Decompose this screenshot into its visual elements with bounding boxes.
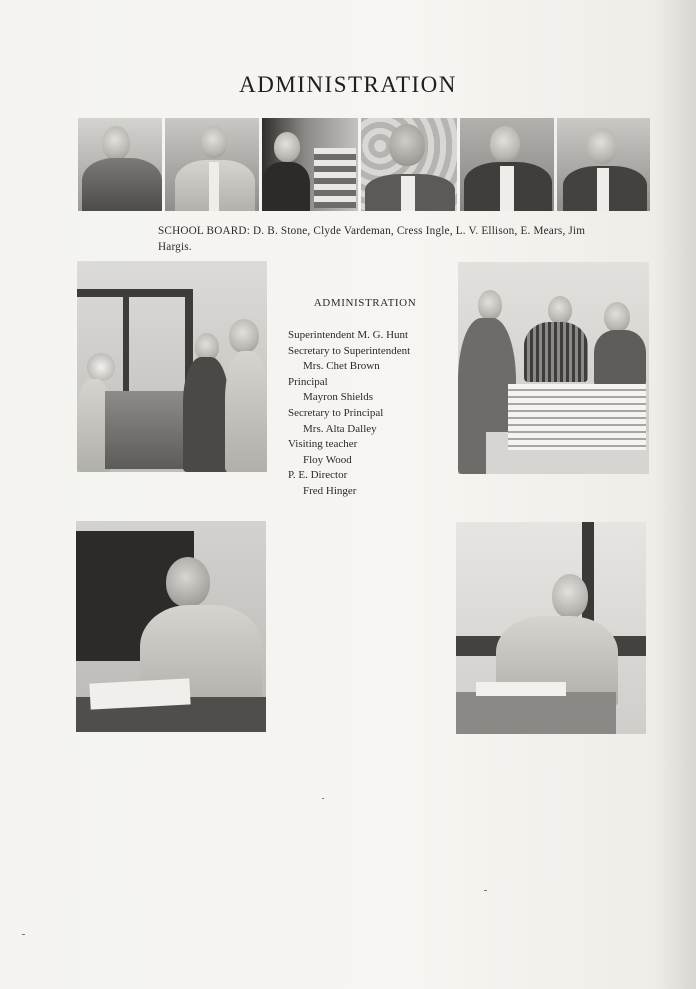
portrait-shirt xyxy=(500,166,514,211)
portrait-head xyxy=(201,126,227,158)
book-stacks xyxy=(508,384,646,450)
staff-line: Mrs. Alta Dalley xyxy=(303,422,377,435)
portrait-shirt xyxy=(209,162,219,211)
man-head xyxy=(478,290,502,320)
staff-line: Fred Hinger xyxy=(303,484,357,497)
staff-line: Mayron Shields xyxy=(303,391,373,404)
door-frame xyxy=(582,522,594,632)
papers xyxy=(476,682,566,696)
portrait-body xyxy=(262,162,310,211)
portrait-shirt xyxy=(401,176,415,211)
portrait-head xyxy=(587,128,617,164)
staff-line: Principal xyxy=(288,375,328,388)
portrait-head xyxy=(274,132,300,162)
man-head xyxy=(552,574,588,618)
board-portrait-4 xyxy=(361,118,457,211)
paper-speck xyxy=(322,798,324,799)
telephone-photo xyxy=(76,521,266,732)
board-portrait-6 xyxy=(557,118,650,211)
staff-line: Secretary to Superintendent xyxy=(288,344,411,357)
office-photo-right xyxy=(458,262,649,474)
administration-heading: ADMINISTRATION xyxy=(313,297,417,309)
man-body xyxy=(183,357,229,472)
office-machine xyxy=(105,391,187,469)
paper-speck xyxy=(22,934,25,935)
window-frame xyxy=(77,289,193,297)
board-portrait-2 xyxy=(165,118,259,211)
board-portrait-3 xyxy=(262,118,358,211)
man-head xyxy=(166,557,210,607)
portrait-shirt xyxy=(597,168,609,211)
staff-line: Floy Wood xyxy=(303,453,352,466)
paper-speck xyxy=(484,890,487,891)
desk xyxy=(456,692,616,734)
papers xyxy=(89,678,190,709)
man-body xyxy=(225,351,267,472)
shelf-items xyxy=(314,148,356,208)
staff-line: Mrs. Chet Brown xyxy=(303,360,380,373)
portrait-head xyxy=(389,124,425,166)
board-portrait-5 xyxy=(460,118,554,211)
woman-head xyxy=(548,296,572,324)
administration-list xyxy=(288,328,458,500)
staff-line: Visiting teacher xyxy=(288,438,358,451)
man-head xyxy=(229,319,259,353)
woman-body xyxy=(524,322,588,382)
board-portrait-1 xyxy=(78,118,162,211)
woman-body xyxy=(594,330,646,386)
page-title: ADMINISTRATION xyxy=(239,72,457,97)
portrait-body xyxy=(82,158,162,211)
staff-line: Superintendent M. G. Hunt xyxy=(288,329,409,341)
staff-line: Secretary to Principal xyxy=(288,406,384,419)
secretary-head xyxy=(87,353,115,381)
school-board-caption: SCHOOL BOARD: D. B. Stone, Clyde Vardeman, Cress Ingle, L. V. Ellison, E. Mears, Jim Hargis. xyxy=(158,225,586,253)
office-photo-left xyxy=(77,261,267,472)
portrait-head xyxy=(490,126,520,162)
staff-line: P. E. Director xyxy=(288,469,348,482)
writing-photo xyxy=(456,522,646,734)
woman-head xyxy=(604,302,630,332)
portrait-head xyxy=(102,126,130,160)
